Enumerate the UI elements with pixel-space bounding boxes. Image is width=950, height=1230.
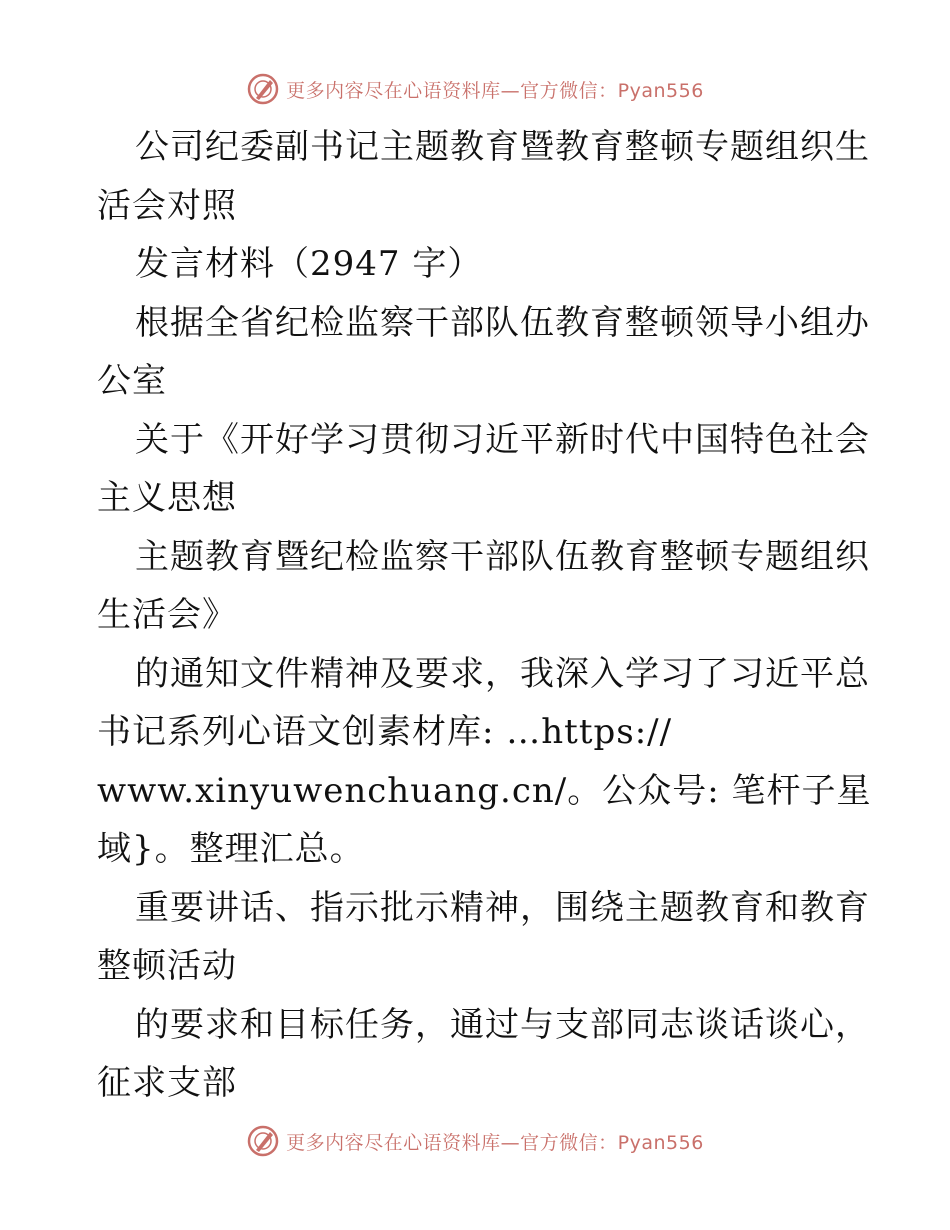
text-line: 生活会》 (97, 595, 237, 635)
text-line: 主题教育暨纪检监察干部队伍教育整顿专题组织 (135, 536, 870, 577)
text-line: 公司纪委副书记主题教育暨教育整顿专题组织生 (135, 127, 870, 167)
text-line: 主义思想 (97, 478, 237, 518)
text-line: 书记系列心语文创素材库: …https:// (97, 712, 673, 752)
text-line: www.xinyuwenchuang.cn/。公众号: 笔杆子星 (97, 770, 872, 811)
header-watermark-text: 更多内容尽在心语资料库—官方微信：Pyan556 (286, 79, 704, 102)
text-line: 域}。整理汇总。 (97, 829, 365, 869)
pen-logo-icon (246, 72, 280, 106)
text-line: 关于《开好学习贯彻习近平新时代中国特色社会 (135, 419, 870, 460)
text-line: 根据全省纪检监察干部队伍教育整顿领导小组办 (135, 302, 870, 343)
text-line: 征求支部 (97, 1063, 237, 1103)
text-line: 整顿活动 (97, 946, 237, 986)
text-line: 的要求和目标任务，通过与支部同志谈话谈心， (135, 1004, 870, 1045)
text-line: 公室 (97, 361, 167, 401)
document-body (97, 118, 872, 1113)
text-line: 重要讲话、指示批示精神，围绕主题教育和教育 (135, 887, 870, 928)
footer-watermark-banner (0, 1124, 950, 1158)
footer-watermark-text: 更多内容尽在心语资料库—官方微信：Pyan556 (286, 1131, 704, 1154)
text-line: 的通知文件精神及要求，我深入学习了习近平总 (135, 653, 870, 694)
pen-logo-icon (246, 1124, 280, 1158)
text-line: 活会对照 (97, 185, 237, 226)
header-watermark-banner (0, 72, 950, 106)
text-line: 发言材料（2947 字） (135, 244, 483, 284)
